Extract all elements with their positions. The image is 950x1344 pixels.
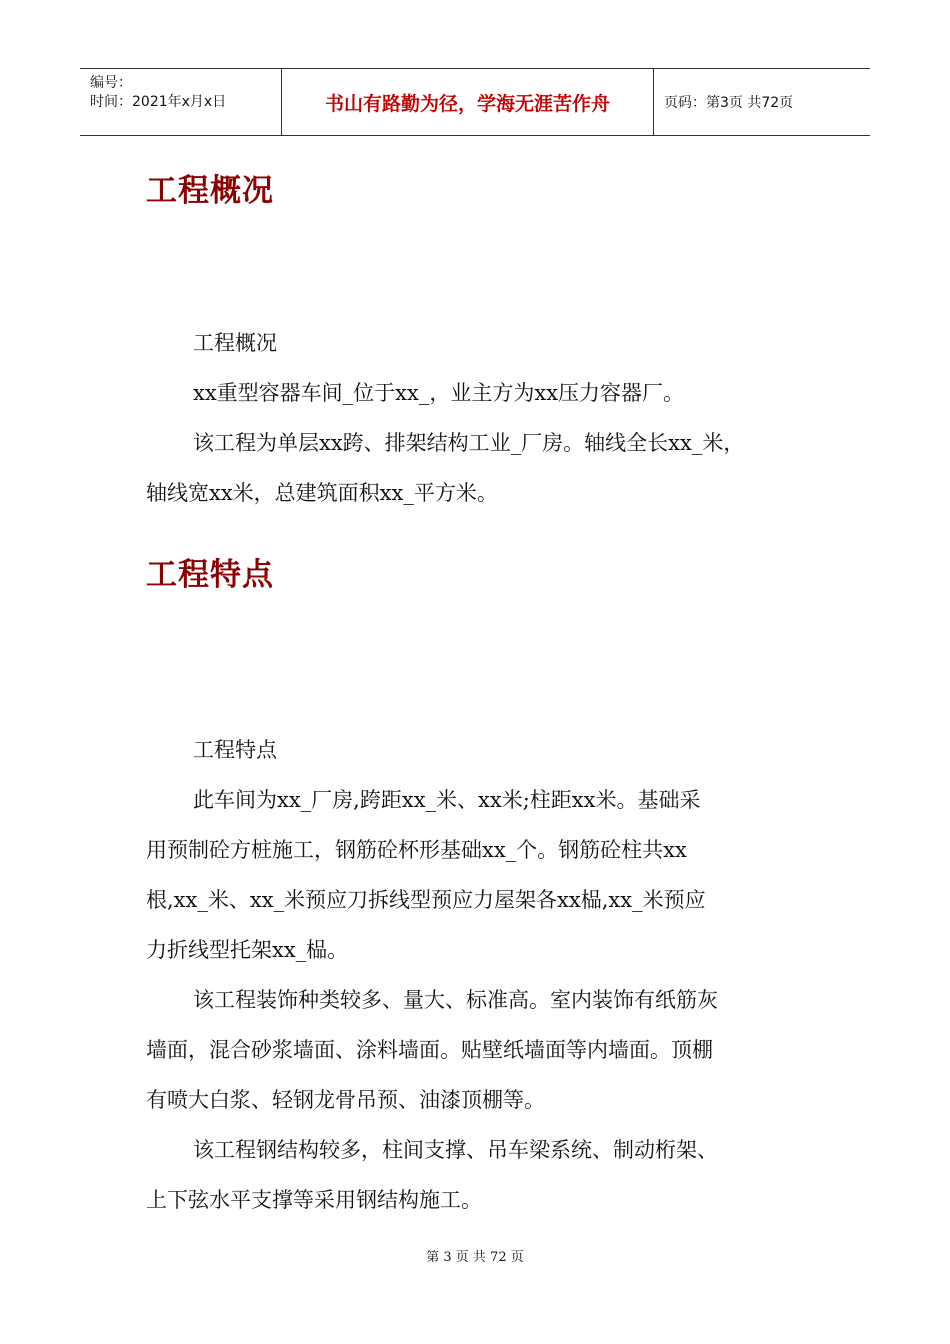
- header-motto-cell: [282, 69, 654, 135]
- number-label: 编号：: [90, 75, 132, 91]
- paragraph-line: xx重型容器车间_位于xx_，业主方为xx压力容器厂。: [193, 381, 685, 405]
- paragraph-line: 轴线宽xx米，总建筑面积xx_平方米。: [146, 481, 498, 505]
- paragraph-line: 工程概况: [193, 331, 277, 355]
- paragraph-line: 上下弦水平支撑等采用钢结构施工。: [146, 1188, 482, 1212]
- paragraph-line: 该工程装饰种类较多、量大、标准高。室内装饰有纸筋灰: [193, 988, 718, 1012]
- paragraph-line: 力折线型托架xx_榀。: [146, 938, 349, 962]
- section-body-overview: [146, 318, 826, 518]
- paragraph-line: 该工程钢结构较多，柱间支撑、吊车梁系统、制动桁架、: [193, 1138, 718, 1162]
- section-heading-features: 工程特点: [146, 557, 274, 593]
- paragraph-line: 墙面，混合砂浆墙面、涂料墙面。贴壁纸墙面等内墙面。顶棚: [146, 1038, 713, 1062]
- paragraph-line: 用预制砼方桩施工，钢筋砼杯形基础xx_个。钢筋砼柱共xx: [146, 838, 687, 862]
- paragraph-line: 有喷大白浆、轻钢龙骨吊预、油漆顶棚等。: [146, 1088, 545, 1112]
- section-body-features: [146, 725, 826, 1225]
- page-header: [80, 68, 870, 136]
- header-page-info: 页码：第3页 共72页: [664, 95, 794, 111]
- time-label: 时间：2021年x月x日: [90, 94, 227, 110]
- section-heading-overview: 工程概况: [146, 173, 274, 209]
- paragraph-line: 此车间为xx_厂房,跨距xx_米、xx米;柱距xx米。基础采: [193, 788, 701, 812]
- header-motto: 书山有路勤为径，学海无涯苦作舟: [324, 92, 610, 115]
- page-footer: 第 3 页 共 72 页: [426, 1250, 524, 1265]
- header-meta: [80, 69, 282, 135]
- paragraph-line: 该工程为单层xx跨、排架结构工业_厂房。轴线全长xx_米，: [193, 431, 745, 455]
- paragraph-line: 工程特点: [193, 738, 277, 762]
- paragraph-line: 根,xx_米、xx_米预应刀拆线型预应力屋架各xx榀,xx_米预应: [146, 888, 706, 912]
